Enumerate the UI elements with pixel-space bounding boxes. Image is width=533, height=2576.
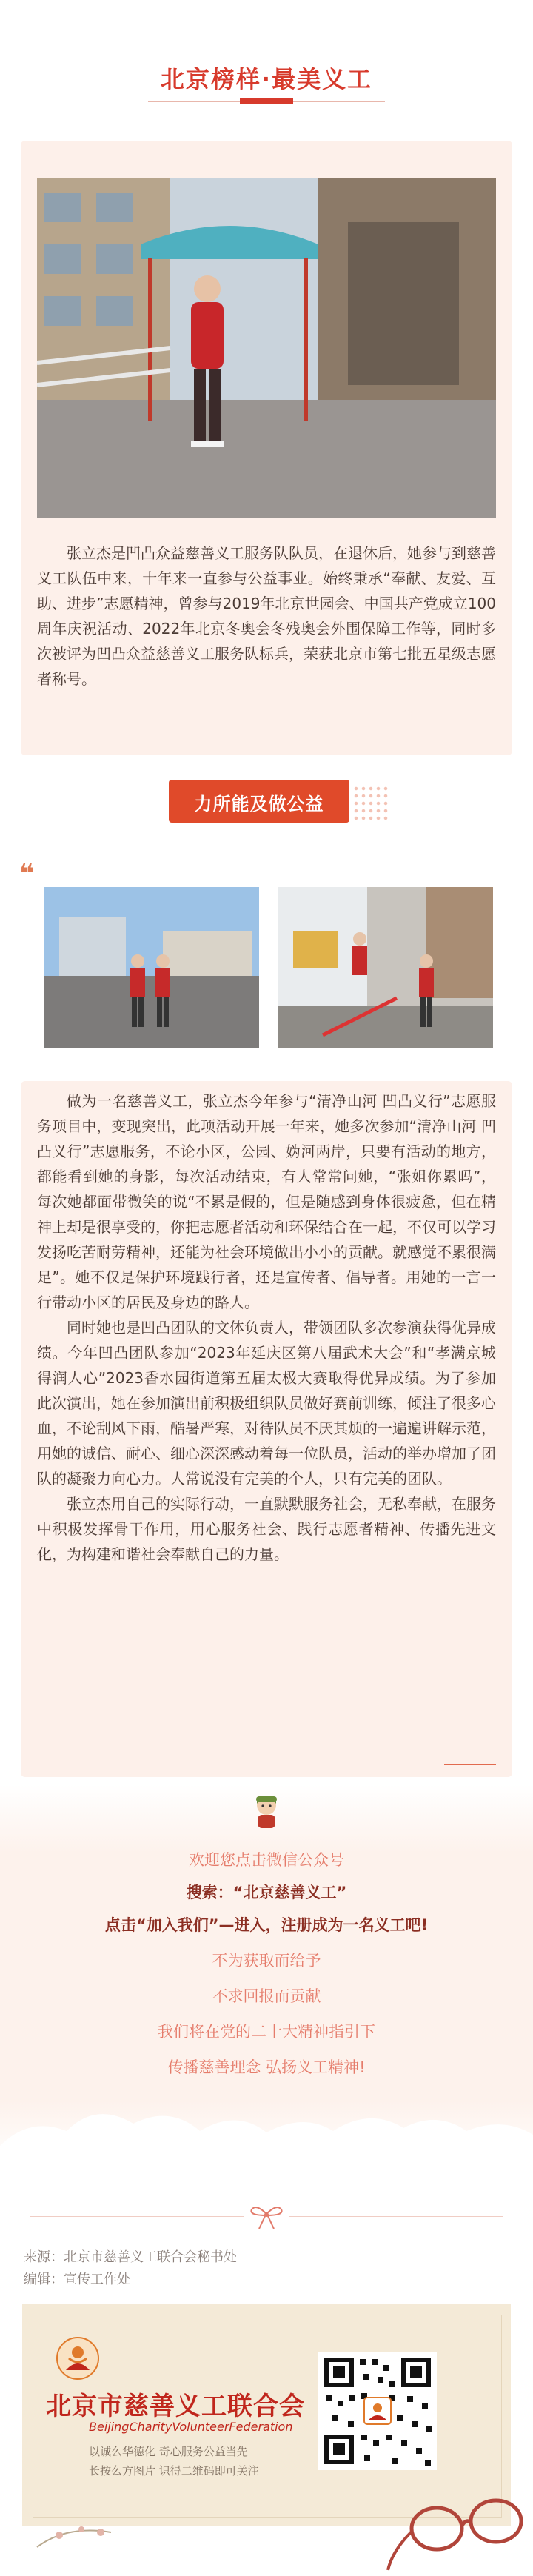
decorative-glasses <box>385 2477 533 2573</box>
volunteers-loading-photo <box>278 887 493 1048</box>
motto-line-2: 不求回报而贡献 <box>212 1987 321 2005</box>
intro-paragraph: 张立杰是凹凸众益慈善义工服务队队员，在退休后，她参与到慈善义工队伍中来，十年来一直参与公益事业。始终秉承“奉献、友爱、互助、进步”志愿精神，曾参与2019年北京世园会、中国共产党成立100周年庆祝活动、2022年北京冬奥会冬残奥会外围保障工作等，同时多次被评为凹凸众益慈善义工服务队标兵，荣获北京市第七批五星级志愿者称号。 <box>37 544 496 688</box>
page-title-block <box>148 52 385 113</box>
footer-slogan-1: 以诚么华德化 奇心服务公益当先 <box>89 2445 248 2458</box>
motto-line-4: 传播慈善理念 弘扬义工精神! <box>167 2058 366 2076</box>
story-body <box>37 1088 496 1567</box>
card-corner-mark <box>444 1764 496 1765</box>
story-paragraph-2: 同时她也是凹凸团队的文体负责人，带领团队多次参演获得优异成绩。今年凹凸团队参加“2023年延庆区第八届武术大会”和“孝满京城 得润人心”2023香水园街道第五届太极大赛取得优异成绩。为了参加此次演出，她在参加演出前积极组织队员做好赛前训练，倾注了很多心血，不论刮风下雨，酷暑严寒，对待队员不厌其烦的一遍遍讲解示范，用她的诚信、耐心、细心深深感动着每一位队员，活动的举办增加了团队的凝聚力向心力。人常说没有完美的个人，只有完美的团队。 <box>37 1319 496 1488</box>
qr-code[interactable] <box>318 2352 437 2470</box>
editor-credit: 编辑：宣传工作处 <box>24 2272 130 2287</box>
federation-logo-icon <box>56 2336 100 2381</box>
section-banner <box>169 780 349 823</box>
motto-line-3: 我们将在党的二十大精神指引下 <box>158 2023 375 2041</box>
decorative-flower <box>30 2503 141 2555</box>
source-credit: 来源：北京市慈善义工联合会秘书处 <box>24 2249 237 2265</box>
search-instruction: 搜索：“北京慈善义工” <box>186 1884 347 1901</box>
federation-english-name: BeijingCharityVolunteerFederation <box>89 2420 293 2434</box>
decorative-clouds <box>0 2079 533 2168</box>
volunteers-street-photo <box>44 887 259 1048</box>
divider-right <box>289 2216 503 2217</box>
decorative-dot-grid <box>352 785 389 822</box>
story-paragraph-1: 做为一名慈善义工，张立杰今年参与“清净山河 凹凸义行”志愿服务项目中，变现突出，此项活动开展一年来，她多次参加“清净山河 凹凸义行”志愿服务，不论小区，公园、妫河两岸，只要有活动的地方，都能看到她的身影，每次活动结束，有人常常问她，“张姐你累吗”，每次她都面带微笑的说“不累是假的，但是随感到身体很疲惫，但在精神上却是很享受的，你把志愿者活动和环保结合在一起，不仅可以学习发扬吃苦耐劳精神，还能为社会环境做出小小的贡献。就感觉不累很满足”。她不仅是保护环境践行者，还是宣传者、倡导者。用她的一言一行带动小区的居民及身边的路人。 <box>37 1092 496 1311</box>
volunteer-avatar-icon <box>250 1792 283 1829</box>
page-title: 北京榜样·最美义工 <box>160 65 373 93</box>
volunteer-portrait-photo <box>37 178 496 518</box>
motto-line-1: 不为获取而给予 <box>212 1952 321 1970</box>
bow-icon <box>249 2204 284 2230</box>
footer-slogan-2: 长按么方图片 识得二维码即可关注 <box>89 2464 259 2478</box>
title-accent-bar <box>240 98 293 104</box>
join-instruction: 点击“加入我们”—进入，注册成为一名义工吧! <box>104 1916 429 1934</box>
quote-icon: ❝ <box>19 859 36 889</box>
divider-left <box>30 2216 244 2217</box>
welcome-text: 欢迎您点击微信公众号 <box>189 1851 344 1869</box>
section-banner-label: 力所能及做公益 <box>194 794 324 814</box>
story-paragraph-3: 张立杰用自己的实际行动，一直默默服务社会，无私奉献，在服务中积极发挥骨干作用，用心服务社会、践行志愿者精神、传播先进文化，为构建和谐社会奉献自己的力量。 <box>37 1495 496 1563</box>
federation-name: 北京市慈善义工联合会 <box>46 2392 305 2421</box>
